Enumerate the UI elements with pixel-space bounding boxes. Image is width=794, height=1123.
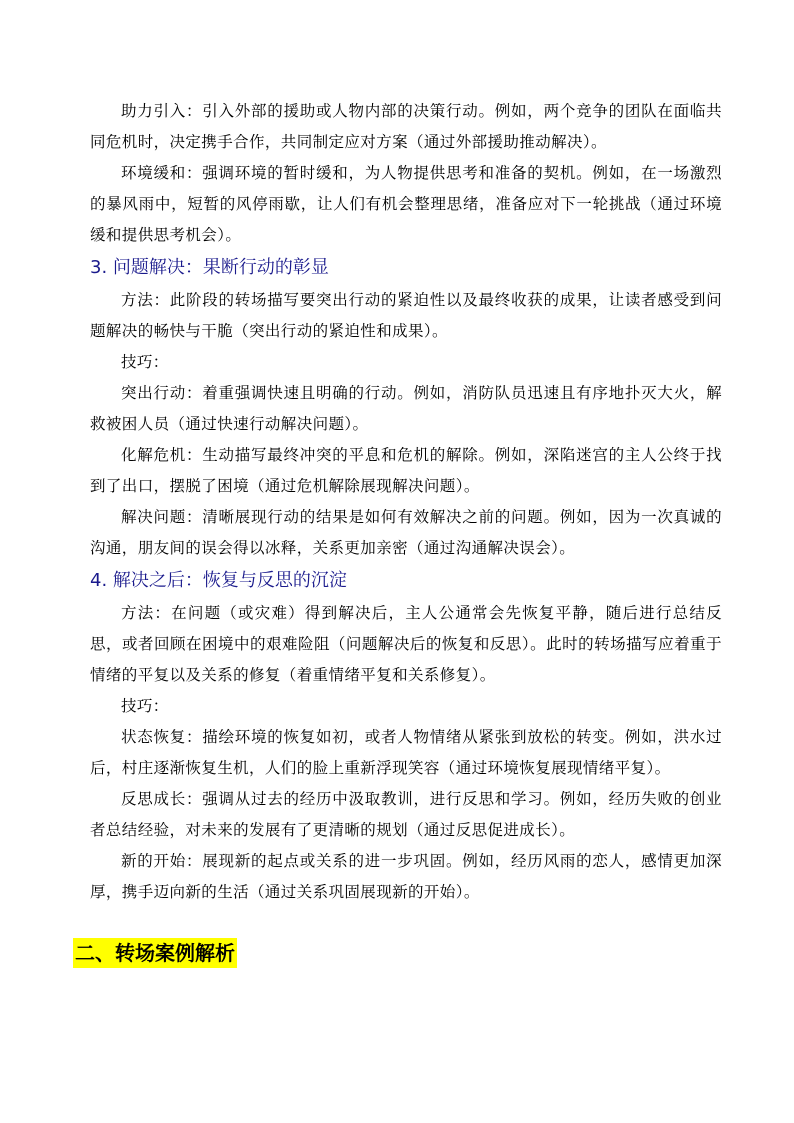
section-4-new-beginning: 新的开始：展现新的起点或关系的进一步巩固。例如，经历风雨的恋人，感情更加深厚，携手迈向新的生活（通过关系巩固展现新的开始）。 [90, 852, 722, 901]
section-4-number: 4. [90, 570, 108, 591]
section-3-method: 方法：此阶段的转场描写要突出行动的紧迫性以及最终收获的成果，让读者感受到问题解决的畅快与干脆（突出行动的紧迫性和成果）。 [90, 291, 722, 340]
section-4-title: 解决之后：恢复与反思的沉淀 [112, 570, 347, 591]
document-page [75, 96, 722, 968]
section-4-reflection-growth: 反思成长：强调从过去的经历中汲取教训，进行反思和学习。例如，经历失败的创业者总结经验，对未来的发展有了更清晰的规划（通过反思促进成长）。 [90, 790, 722, 839]
section-3-resolve-crisis: 化解危机：生动描写最终冲突的平息和危机的解除。例如，深陷迷宫的主人公终于找到了出口，摆脱了困境（通过危机解除展现解决问题）。 [90, 446, 722, 495]
section-3-solve-problem: 解决问题：清晰展现行动的结果是如何有效解决之前的问题。例如，因为一次真诚的沟通，朋友间的误会得以冰释，关系更加亲密（通过沟通解决误会）。 [90, 508, 722, 557]
section-3-number: 3. [90, 257, 108, 278]
section-4-method: 方法：在问题（或灾难）得到解决后，主人公通常会先恢复平静，随后进行总结反思，或者回顾在困境中的艰难险阻（问题解决后的恢复和反思）。此时的转场描写应着重于情绪的平复以及关系的修复（着重情绪平复和关系修复）。 [90, 604, 722, 684]
section-3-techniques-label: 技巧： [121, 353, 169, 371]
section-two-heading-wrap [73, 938, 722, 968]
section-3-title: 问题解决：果断行动的彰显 [112, 257, 329, 278]
section-3-heading [90, 251, 722, 285]
section-two-heading: 二、转场案例解析 [73, 938, 237, 968]
section-4-heading [90, 564, 722, 598]
paragraph-environment-ease: 环境缓和：强调环境的暂时缓和，为人物提供思考和准备的契机。例如，在一场激烈的暴风雨中，短暂的风停雨歇，让人们有机会整理思绪，准备应对下一轮挑战（通过环境缓和提供思考机会）。 [90, 164, 722, 244]
section-4-state-recovery: 状态恢复：描绘环境的恢复如初，或者人物情绪从紧张到放松的转变。例如，洪水过后，村庄逐渐恢复生机，人们的脸上重新浮现笑容（通过环境恢复展现情绪平复）。 [90, 728, 722, 777]
section-3-highlight-action: 突出行动：着重强调快速且明确的行动。例如，消防队员迅速且有序地扑灭大火，解救被困人员（通过快速行动解决问题）。 [90, 384, 722, 433]
section-4-techniques-label: 技巧： [121, 697, 169, 715]
paragraph-help-introduction: 助力引入：引入外部的援助或人物内部的决策行动。例如，两个竞争的团队在面临共同危机时，决定携手合作，共同制定应对方案（通过外部援助推动解决）。 [90, 102, 722, 151]
